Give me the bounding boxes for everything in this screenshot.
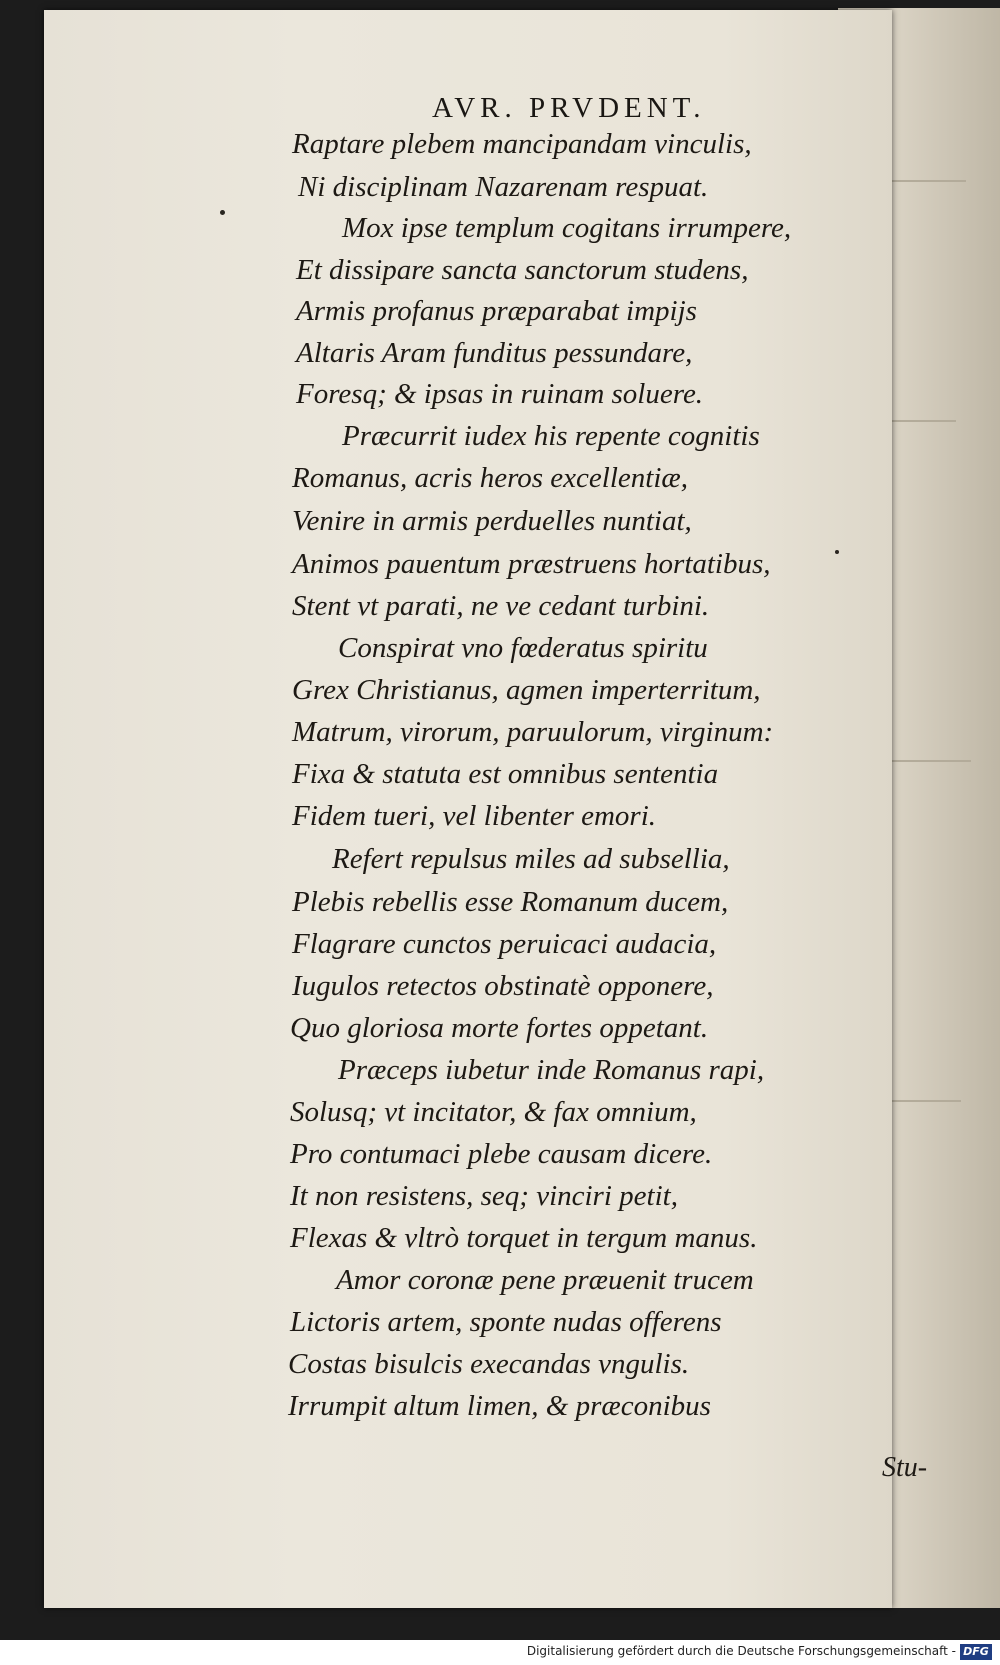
verse-line: Altaris Aram funditus pessundare,: [296, 337, 693, 369]
ink-speck: [220, 210, 225, 215]
catchword: Stu-: [882, 1452, 928, 1483]
running-head: AVR. PRVDENT.: [432, 92, 706, 124]
verse-line: Foresq; & ipsas in ruinam soluere.: [296, 378, 704, 410]
verse-line: Armis profanus præparabat impijs: [296, 295, 697, 327]
ink-speck: [835, 550, 839, 554]
verse-line: Amor coronæ pene præuenit trucem: [336, 1264, 754, 1296]
verse-line: It non resistens, seq; vinciri petit,: [290, 1180, 678, 1212]
verse-line: Venire in armis perduelles nuntiat,: [292, 505, 692, 537]
verse-line: Romanus, acris heros excellentiæ,: [292, 462, 688, 494]
verse-line: Plebis rebellis esse Romanum ducem,: [292, 886, 729, 918]
verse-line: Costas bisulcis execandas vngulis.: [288, 1348, 690, 1380]
verse-line: Flagrare cunctos peruicaci audacia,: [292, 928, 717, 960]
verse-line: Mox ipse templum cogitans irrumpere,: [342, 212, 792, 244]
verse-line: Lictoris artem, sponte nudas offerens: [290, 1306, 722, 1338]
verse-line: Matrum, virorum, paruulorum, virginum:: [292, 716, 774, 748]
funding-credit: Digitalisierung gefördert durch die Deutsche Forschungsgemeinschaft -: [526, 1644, 956, 1658]
verse-line: Præcurrit iudex his repente cognitis: [342, 420, 760, 452]
verse-line: Fidem tueri, vel libenter emori.: [292, 800, 657, 832]
verse-line: Fixa & statuta est omnibus sententia: [292, 758, 719, 790]
verse-line: Et dissipare sancta sanctorum studens,: [296, 254, 749, 286]
verse-line: Flexas & vltrò torquet in tergum manus.: [290, 1222, 758, 1254]
verse-line: Irrumpit altum limen, & præconibus: [288, 1390, 711, 1422]
verse-line: Iugulos retectos obstinatè opponere,: [292, 970, 714, 1002]
verse-line: Præceps iubetur inde Romanus rapi,: [338, 1054, 765, 1086]
verse-line: Stent vt parati, ne ve cedant turbini.: [292, 590, 710, 622]
verse-line: Solusq; vt incitator, & fax omnium,: [290, 1096, 697, 1128]
verse-line: Quo gloriosa morte fortes oppetant.: [290, 1012, 709, 1044]
verse-line: Grex Christianus, agmen imperterritum,: [292, 674, 761, 706]
dfg-logo: DFG: [960, 1644, 992, 1660]
verse-line: Refert repulsus miles ad subsellia,: [332, 843, 730, 875]
verse-line: Raptare plebem mancipandam vinculis,: [292, 128, 752, 160]
verse-line: Animos pauentum præstruens hortatibus,: [292, 548, 771, 580]
verse-line: Pro contumaci plebe causam dicere.: [290, 1138, 713, 1170]
verse-line: Conspirat vno fœderatus spiritu: [338, 632, 708, 664]
verse-line: Ni disciplinam Nazarenam respuat.: [298, 171, 709, 203]
